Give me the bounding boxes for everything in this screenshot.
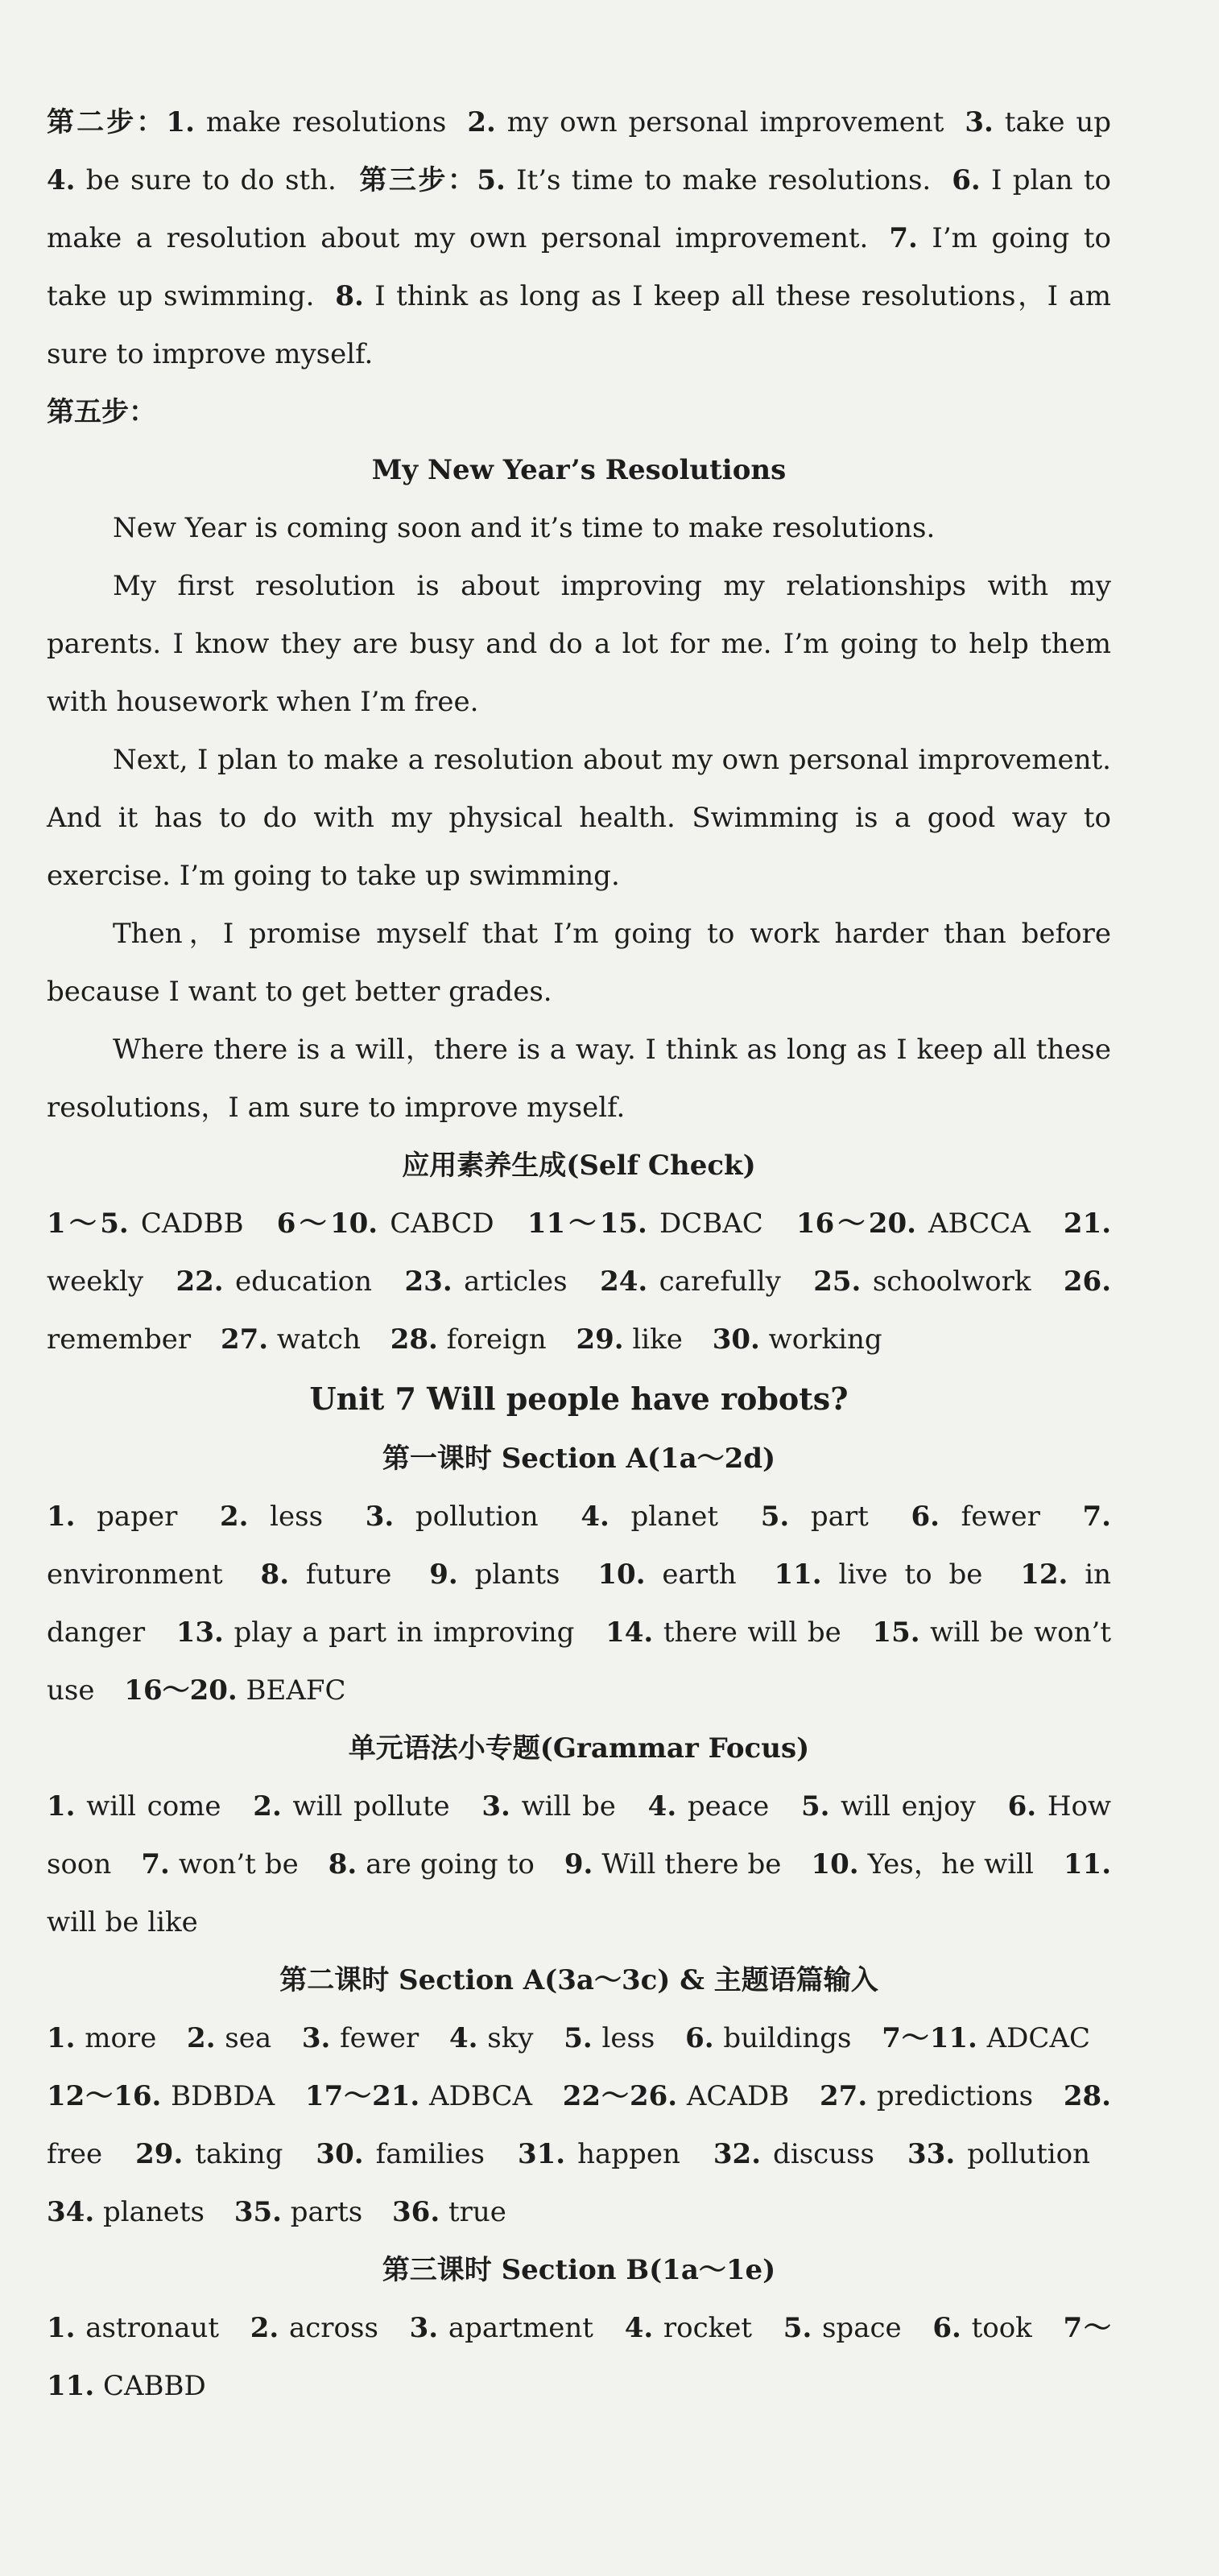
answer-text: pollution bbox=[955, 2138, 1090, 2170]
answer-text: education bbox=[223, 1265, 373, 1298]
answer-text: will be bbox=[510, 1790, 616, 1823]
answer-text: less bbox=[248, 1501, 324, 1533]
answer-number: 8. bbox=[260, 1558, 290, 1591]
section2-title: 第二课时 Section A(3a～3c) & 主题语篇输入 bbox=[279, 1964, 878, 1996]
answer-number: 1～5. bbox=[47, 1208, 129, 1240]
answer-number: 25. bbox=[813, 1265, 862, 1298]
answer-text: will come bbox=[75, 1790, 221, 1823]
answer-number: 14. bbox=[605, 1616, 654, 1649]
answer-text: sea bbox=[215, 2022, 272, 2054]
answer-number: 36. bbox=[392, 2196, 440, 2228]
answer-number: 6. bbox=[1007, 1790, 1037, 1823]
answer-number: 10. bbox=[811, 1848, 859, 1880]
grammar-focus-title: 单元语法小专题(Grammar Focus) bbox=[348, 1732, 810, 1765]
step2-label: 第二步： bbox=[47, 106, 167, 138]
answer-text: I’m going to take up swimming. bbox=[47, 222, 1111, 312]
answer-text: carefully bbox=[647, 1265, 781, 1298]
answer-number: 2. bbox=[467, 106, 496, 138]
answer-number: 23. bbox=[404, 1265, 452, 1298]
answer-text: took bbox=[961, 2312, 1032, 2344]
answer-text: It’s time to make resolutions. bbox=[505, 164, 932, 196]
essay-paragraph-2: My first resolution is about improving my relationships with my parents. I know they are busy and do a lot for me. I’m going to help them with housework when I’m free. bbox=[47, 570, 1111, 718]
grammar-focus-answers bbox=[47, 1777, 1111, 1951]
answer-number: 1. bbox=[47, 2022, 76, 2054]
answer-number: 6. bbox=[911, 1501, 940, 1533]
answer-number: 12. bbox=[1020, 1558, 1068, 1591]
answer-text: be sure to do sth. bbox=[75, 164, 337, 196]
answer-text: CABCD bbox=[378, 1208, 494, 1240]
answer-number: 31. bbox=[517, 2138, 566, 2170]
answer-text: Will there be bbox=[593, 1848, 782, 1880]
answer-text: working bbox=[759, 1323, 882, 1356]
answer-number: 11. bbox=[774, 1558, 822, 1591]
answer-text: watch bbox=[268, 1323, 361, 1356]
answer-number: 1. bbox=[47, 1790, 76, 1823]
answer-text: planet bbox=[609, 1501, 719, 1533]
answer-number: 15. bbox=[872, 1616, 920, 1649]
answer-text: BDBDA bbox=[161, 2080, 275, 2112]
answer-text: DCBAC bbox=[647, 1208, 763, 1240]
answer-text: ACADB bbox=[677, 2080, 790, 2112]
essay-paragraph-1: New Year is coming soon and it’s time to make resolutions. bbox=[113, 512, 936, 544]
answer-text: weekly bbox=[47, 1265, 144, 1298]
answer-text: environment bbox=[47, 1558, 223, 1591]
answer-number: 9. bbox=[564, 1848, 593, 1880]
essay-paragraph-4: Then，I promise myself that I’m going to work harder than before because I want to get better grades. bbox=[47, 918, 1111, 1008]
step-answers-block bbox=[47, 93, 1111, 383]
answer-text: fewer bbox=[939, 1501, 1040, 1533]
answer-number: 6. bbox=[952, 164, 981, 196]
answer-text: in danger bbox=[47, 1558, 1112, 1649]
answer-number: 34. bbox=[47, 2196, 95, 2228]
answer-number: 6. bbox=[932, 2312, 961, 2344]
answer-number: 3. bbox=[365, 1501, 395, 1533]
answer-text: Yes，he will bbox=[858, 1848, 1034, 1880]
essay-paragraph-5: Where there is a will，there is a way. I think as long as I keep all these resolutions，I am sure to improve myself. bbox=[47, 1034, 1111, 1124]
answer-text: more bbox=[75, 2022, 157, 2054]
self-check-title: 应用素养生成(Self Check) bbox=[402, 1150, 756, 1182]
section1-title: 第一课时 Section A(1a～2d) bbox=[382, 1443, 776, 1475]
answer-number: 22～26. bbox=[562, 2080, 678, 2112]
answer-number: 7～11. bbox=[882, 2022, 977, 2054]
section2-answers bbox=[47, 2009, 1111, 2241]
answer-number: 35. bbox=[233, 2196, 282, 2228]
answer-number: 22. bbox=[176, 1265, 224, 1298]
answer-number: 5. bbox=[564, 2022, 593, 2054]
essay-paragraph-3: Next, I plan to make a resolution about my own personal improvement. And it has to do with my physical health. Swimming is a good way to exercise. I’m going to take up swimming. bbox=[47, 744, 1111, 892]
answer-text: fewer bbox=[330, 2022, 419, 2054]
answer-text: part bbox=[789, 1501, 869, 1533]
answer-text: take up bbox=[993, 106, 1112, 138]
answer-number: 2. bbox=[250, 2312, 279, 2344]
answer-number: 24. bbox=[600, 1265, 648, 1298]
answer-number: 9. bbox=[429, 1558, 458, 1591]
answer-number: 8. bbox=[328, 1848, 357, 1880]
answer-text: buildings bbox=[713, 2022, 852, 2054]
answer-text: are going to bbox=[357, 1848, 535, 1880]
answer-number: 12～16. bbox=[47, 2080, 162, 2112]
answer-text: families bbox=[363, 2138, 485, 2170]
answer-number: 2. bbox=[220, 1501, 249, 1533]
answer-text: remember bbox=[47, 1323, 192, 1356]
answer-text: BEAFC bbox=[237, 1674, 346, 1707]
answer-number: 6～10. bbox=[276, 1208, 378, 1240]
answer-number: 17～21. bbox=[304, 2080, 420, 2112]
answer-text: space bbox=[812, 2312, 902, 2344]
answer-number: 3. bbox=[301, 2022, 331, 2054]
answer-number: 6. bbox=[685, 2022, 714, 2054]
answer-text: parts bbox=[281, 2196, 363, 2228]
answer-text: How soon bbox=[47, 1790, 1112, 1880]
answer-text: rocket bbox=[653, 2312, 753, 2344]
answer-text: true bbox=[440, 2196, 506, 2228]
answer-text: free bbox=[47, 2138, 103, 2170]
answer-number: 1. bbox=[47, 2312, 76, 2344]
answer-number: 32. bbox=[713, 2138, 762, 2170]
answer-number: 29. bbox=[135, 2138, 184, 2170]
answer-number: 4. bbox=[647, 1790, 677, 1823]
answer-text: across bbox=[279, 2312, 378, 2344]
answer-number: 21. bbox=[1063, 1208, 1112, 1240]
self-check-answers bbox=[47, 1195, 1111, 1368]
answer-text: will be won’t use bbox=[47, 1616, 1111, 1707]
answer-text: paper bbox=[75, 1501, 178, 1533]
answer-number: 28. bbox=[1063, 2080, 1111, 2112]
answer-text: ADBCA bbox=[419, 2080, 533, 2112]
answer-text: peace bbox=[676, 1790, 770, 1823]
answer-number: 3. bbox=[409, 2312, 439, 2344]
unit-title: Unit 7 Will people have robots? bbox=[309, 1381, 849, 1417]
answer-number: 11. bbox=[1063, 1848, 1112, 1880]
answer-text: live to be bbox=[821, 1558, 983, 1591]
answer-text: foreign bbox=[437, 1323, 547, 1356]
answer-text: will pollute bbox=[281, 1790, 450, 1823]
answer-text: ABCCA bbox=[915, 1208, 1031, 1240]
answer-text: taking bbox=[183, 2138, 283, 2170]
answer-number: 10. bbox=[597, 1558, 646, 1591]
answer-text: I think as long as I keep all these resolutions，I am sure to improve myself. bbox=[47, 280, 1112, 370]
answer-number: 8. bbox=[335, 280, 364, 312]
answer-number: 2. bbox=[187, 2022, 216, 2054]
answer-text: sky bbox=[477, 2022, 534, 2054]
answer-number: 28. bbox=[390, 1323, 438, 1356]
answer-text: predictions bbox=[867, 2080, 1034, 2112]
answer-number: 5. bbox=[800, 1790, 830, 1823]
answer-number: 4. bbox=[624, 2312, 654, 2344]
answer-number: 26. bbox=[1063, 1265, 1112, 1298]
answer-text: plants bbox=[457, 1558, 560, 1591]
answer-text: less bbox=[592, 2022, 655, 2054]
answer-text: schoolwork bbox=[861, 1265, 1031, 1298]
answer-text: apartment bbox=[438, 2312, 593, 2344]
step3-label: 第三步： bbox=[357, 164, 477, 196]
answer-number: 5. bbox=[760, 1501, 790, 1533]
answer-number: 27. bbox=[820, 2080, 868, 2112]
answer-number: 7. bbox=[889, 222, 918, 254]
answer-number: 5. bbox=[477, 164, 506, 196]
answer-number: 7. bbox=[1082, 1501, 1111, 1533]
step5-label: 第五步： bbox=[47, 396, 156, 428]
answer-text: discuss bbox=[761, 2138, 874, 2170]
answer-text: future bbox=[289, 1558, 392, 1591]
answer-text: CADBB bbox=[128, 1208, 244, 1240]
answer-text: my own personal improvement bbox=[495, 106, 944, 138]
answer-text: happen bbox=[565, 2138, 680, 2170]
answer-text: will be like bbox=[47, 1906, 198, 1938]
section3-title: 第三课时 Section B(1a～1e) bbox=[382, 2254, 776, 2286]
answer-number: 33. bbox=[907, 2138, 956, 2170]
answer-text: will enjoy bbox=[829, 1790, 976, 1823]
answer-text: like bbox=[623, 1323, 683, 1356]
section1-answers bbox=[47, 1488, 1111, 1719]
answer-text: there will be bbox=[653, 1616, 841, 1649]
answer-number: 1. bbox=[47, 1501, 76, 1533]
answer-number: 4. bbox=[47, 164, 76, 196]
answer-number: 16～20. bbox=[795, 1208, 916, 1240]
answer-text: ADCAC bbox=[977, 2022, 1091, 2054]
answer-number: 3. bbox=[481, 1790, 510, 1823]
answer-number: 29. bbox=[576, 1323, 624, 1356]
answer-number: 13. bbox=[176, 1616, 224, 1649]
answer-text: play a part in improving bbox=[223, 1616, 575, 1649]
section3-answers bbox=[47, 2299, 1111, 2415]
answer-number: 3. bbox=[965, 106, 994, 138]
answer-number: 30. bbox=[316, 2138, 364, 2170]
answer-number: 4. bbox=[449, 2022, 478, 2054]
answer-number: 7～11. bbox=[47, 2312, 1112, 2402]
answer-text: pollution bbox=[394, 1501, 539, 1533]
essay-title: My New Year’s Resolutions bbox=[371, 454, 787, 486]
answer-number: 1. bbox=[166, 106, 195, 138]
answer-number: 16～20. bbox=[124, 1674, 238, 1707]
answer-number: 30. bbox=[712, 1323, 760, 1356]
answer-text: earth bbox=[645, 1558, 737, 1591]
answer-number: 27. bbox=[220, 1323, 269, 1356]
answer-number: 2. bbox=[253, 1790, 282, 1823]
answer-text: won’t be bbox=[169, 1848, 299, 1880]
answer-text: articles bbox=[452, 1265, 568, 1298]
answer-text: CABBD bbox=[94, 2370, 206, 2402]
answer-text: planets bbox=[94, 2196, 205, 2228]
answer-number: 4. bbox=[581, 1501, 610, 1533]
answer-text: make resolutions bbox=[194, 106, 447, 138]
answer-number: 5. bbox=[783, 2312, 812, 2344]
answer-text: I plan to make a resolution about my own personal improvement. bbox=[47, 164, 1111, 254]
answer-text: astronaut bbox=[75, 2312, 220, 2344]
answer-number: 7. bbox=[141, 1848, 170, 1880]
answer-number: 11～15. bbox=[527, 1208, 647, 1240]
